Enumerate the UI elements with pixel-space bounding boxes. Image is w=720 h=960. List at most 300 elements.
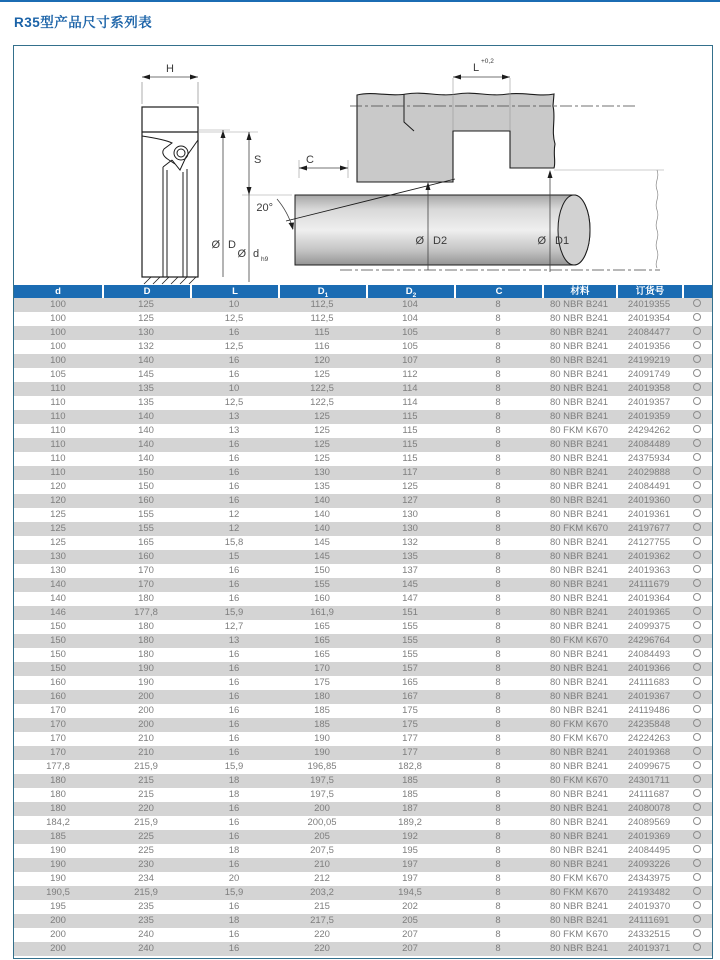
table-cell: 80 NBR B241 [549, 369, 609, 380]
table-cell: 8 [495, 495, 501, 506]
stock-indicator-icon [693, 383, 701, 391]
table-cell-indicator [682, 802, 712, 816]
table-cell: 24296764 [627, 635, 671, 646]
table-cell: 155 [402, 635, 418, 646]
column-header-D1: $D_1$ [278, 285, 366, 298]
table-cell: 8 [495, 383, 501, 394]
column-header-C: C [454, 285, 542, 298]
dim-label-d2: D2 [433, 235, 448, 247]
stock-indicator-icon [693, 299, 701, 307]
table-cell: 180 [50, 775, 66, 786]
table-cell: 215 [138, 775, 154, 786]
table-cell-indicator [682, 676, 712, 690]
table-row [14, 942, 712, 956]
table-cell: 16 [228, 691, 240, 702]
stock-indicator-icon [693, 467, 701, 475]
table-cell: 24235848 [627, 719, 671, 730]
column-header-D2: $D_2$ [366, 285, 454, 298]
dim-label-angle: 20° [256, 202, 273, 214]
table-cell: 185 [314, 705, 330, 716]
table-cell: 140 [314, 495, 330, 506]
table-cell: 190 [138, 677, 154, 688]
table-cell: 235 [138, 915, 154, 926]
table-cell: 120 [50, 481, 66, 492]
table-cell: 16 [228, 901, 240, 912]
table-cell: 110 [50, 383, 66, 394]
table-cell: 16 [228, 663, 240, 674]
table-cell: 24197677 [627, 523, 671, 534]
table-cell: 100 [50, 327, 66, 338]
table-cell: 170 [138, 565, 154, 576]
table-row [14, 844, 712, 858]
table-cell: 80 NBR B241 [549, 383, 609, 394]
stock-indicator-icon [693, 943, 701, 951]
table-cell: 177,8 [46, 761, 70, 772]
table-row [14, 620, 712, 634]
table-cell: 24111691 [628, 915, 670, 926]
table-cell: 24111687 [628, 789, 670, 800]
table-cell: 170 [50, 705, 66, 716]
table-row [14, 928, 712, 942]
table-cell: 8 [495, 467, 501, 478]
table-cell: 125 [314, 453, 330, 464]
stock-indicator-icon [693, 775, 701, 783]
table-cell: 112 [402, 369, 418, 380]
stock-indicator-icon [693, 551, 701, 559]
table-cell: 130 [50, 565, 66, 576]
table-cell: 16 [228, 565, 240, 576]
table-row [14, 704, 712, 718]
table-cell: 24019368 [627, 747, 671, 758]
table-cell: 132 [138, 341, 154, 352]
table-cell: 145 [314, 551, 330, 562]
table-cell: 16 [228, 733, 240, 744]
stock-indicator-icon [693, 313, 701, 321]
table-cell: 80 FKM K670 [549, 425, 609, 436]
table-cell: 16 [228, 929, 240, 940]
table-cell: 8 [495, 607, 501, 618]
column-header-L: L [190, 285, 278, 298]
table-cell: 8 [495, 621, 501, 632]
table-cell: 197,5 [310, 775, 334, 786]
table-cell: 16 [228, 831, 240, 842]
table-cell: 150 [138, 481, 154, 492]
table-cell: 180 [314, 691, 330, 702]
table-cell: 80 NBR B241 [549, 565, 609, 576]
table-cell: 16 [228, 817, 240, 828]
table-cell: 180 [138, 593, 154, 604]
table-cell: 110 [50, 411, 66, 422]
table-cell: 190,5 [46, 887, 70, 898]
table-cell-indicator [682, 634, 712, 648]
table-cell: 80 NBR B241 [549, 327, 609, 338]
table-cell: 80 NBR B241 [549, 313, 609, 324]
dim-label-d-outer: D [228, 239, 236, 251]
table-cell: 24019361 [627, 509, 671, 520]
table-cell: 24084491 [627, 481, 671, 492]
column-header-material: 材料 [542, 285, 616, 298]
stock-indicator-icon [693, 355, 701, 363]
table-cell: 170 [50, 733, 66, 744]
table-cell: 13 [228, 635, 240, 646]
table-cell: 8 [495, 327, 501, 338]
table-cell: 8 [495, 677, 501, 688]
table-cell: 16 [228, 803, 240, 814]
column-header-indicator [682, 285, 712, 298]
table-cell: 240 [138, 929, 154, 940]
table-cell: 114 [402, 383, 418, 394]
table-cell: 105 [50, 369, 66, 380]
table-cell: 8 [495, 761, 501, 772]
table-cell: 16 [228, 593, 240, 604]
stock-indicator-icon [693, 789, 701, 797]
table-cell: 80 NBR B241 [549, 579, 609, 590]
table-cell-indicator [682, 830, 712, 844]
table-cell: 80 NBR B241 [549, 607, 609, 618]
table-cell: 16 [228, 369, 240, 380]
housing-section [357, 93, 555, 182]
table-cell-indicator [682, 438, 712, 452]
table-cell: 16 [228, 355, 240, 366]
table-cell-indicator [682, 522, 712, 536]
table-cell: 180 [138, 621, 154, 632]
table-cell: 80 NBR B241 [549, 621, 609, 632]
table-cell: 16 [228, 747, 240, 758]
table-row [14, 676, 712, 690]
dim-label-c: C [306, 154, 314, 166]
table-cell: 24224263 [627, 733, 671, 744]
table-row [14, 886, 712, 900]
table-cell: 80 NBR B241 [549, 845, 609, 856]
table-cell: 140 [138, 411, 154, 422]
table-cell: 180 [138, 635, 154, 646]
shaft-cylinder [295, 195, 590, 265]
table-cell: 8 [495, 817, 501, 828]
table-cell: 24019359 [627, 411, 671, 422]
table-cell: 165 [314, 649, 330, 660]
table-cell: 190 [314, 733, 330, 744]
table-cell: 185 [50, 831, 66, 842]
dia-symbol: Ø [415, 235, 424, 247]
table-cell: 235 [138, 901, 154, 912]
table-cell: 125 [138, 313, 154, 324]
table-cell: 175 [402, 719, 418, 730]
table-cell-indicator [682, 648, 712, 662]
table-cell: 80 FKM K670 [549, 775, 609, 786]
table-cell-indicator [682, 732, 712, 746]
table-cell-indicator [682, 942, 712, 956]
break-line [656, 170, 658, 268]
table-cell: 16 [228, 467, 240, 478]
table-cell: 205 [314, 831, 330, 842]
table-cell: 8 [495, 509, 501, 520]
table-cell: 190 [50, 845, 66, 856]
table-cell-indicator [682, 928, 712, 942]
table-cell: 80 NBR B241 [549, 831, 609, 842]
table-row [14, 368, 712, 382]
table-cell: 16 [228, 677, 240, 688]
table-cell: 80 NBR B241 [549, 509, 609, 520]
table-cell: 8 [495, 593, 501, 604]
table-cell: 80 NBR B241 [549, 495, 609, 506]
table-cell: 24091749 [627, 369, 671, 380]
column-header-d: d [14, 285, 102, 298]
table-cell: 197,5 [310, 789, 334, 800]
table-cell: 189,2 [398, 817, 422, 828]
table-cell: 114 [402, 397, 418, 408]
table-row [14, 816, 712, 830]
table-cell: 12,5 [224, 313, 244, 324]
table-cell: 165 [402, 677, 418, 688]
table-row [14, 662, 712, 676]
table-cell: 151 [402, 607, 418, 618]
table-cell: 197 [402, 873, 418, 884]
table-cell: 125 [50, 523, 66, 534]
table-cell: 18 [228, 775, 240, 786]
dimensions-table [14, 285, 712, 956]
table-cell: 135 [402, 551, 418, 562]
stock-indicator-icon [693, 691, 701, 699]
table-cell: 217,5 [310, 915, 334, 926]
table-cell: 8 [495, 943, 501, 954]
table-cell: 125 [50, 509, 66, 520]
table-cell: 24019354 [627, 313, 671, 324]
table-cell-indicator [682, 788, 712, 802]
dim-dia-d [198, 130, 236, 277]
table-cell: 240 [138, 943, 154, 954]
table-cell: 80 NBR B241 [549, 943, 609, 954]
table-row [14, 802, 712, 816]
table-row [14, 592, 712, 606]
table-cell: 146 [50, 607, 66, 618]
table-cell: 125 [314, 439, 330, 450]
table-cell: 8 [495, 341, 501, 352]
table-cell: 180 [50, 803, 66, 814]
table-cell: 80 NBR B241 [549, 747, 609, 758]
table-cell: 80 NBR B241 [549, 677, 609, 688]
table-cell: 157 [402, 663, 418, 674]
table-cell: 115 [402, 453, 418, 464]
table-row [14, 298, 712, 312]
table-cell: 110 [50, 397, 66, 408]
table-cell: 80 NBR B241 [549, 691, 609, 702]
table-cell: 8 [495, 649, 501, 660]
table-cell: 80 NBR B241 [549, 817, 609, 828]
stock-indicator-icon [693, 663, 701, 671]
table-cell: 140 [314, 509, 330, 520]
table-row [14, 522, 712, 536]
stock-indicator-icon [693, 439, 701, 447]
table-cell: 170 [50, 719, 66, 730]
table-cell: 80 NBR B241 [549, 915, 609, 926]
table-cell: 24332515 [627, 929, 671, 940]
dim-h [142, 63, 198, 104]
table-cell: 24019358 [627, 383, 671, 394]
table-cell-indicator [682, 760, 712, 774]
stock-indicator-icon [693, 803, 701, 811]
stock-indicator-icon [693, 761, 701, 769]
table-cell: 8 [495, 789, 501, 800]
stock-indicator-icon [693, 369, 701, 377]
table-cell: 24099675 [627, 761, 671, 772]
table-row [14, 312, 712, 326]
table-cell: 160 [50, 677, 66, 688]
table-cell: 24019365 [627, 607, 671, 618]
table-cell: 125 [314, 369, 330, 380]
table-cell: 80 NBR B241 [549, 299, 609, 310]
table-row [14, 466, 712, 480]
table-cell: 120 [314, 355, 330, 366]
stock-indicator-icon [693, 705, 701, 713]
table-cell-indicator [682, 466, 712, 480]
table-cell: 80 NBR B241 [549, 439, 609, 450]
table-cell: 80 NBR B241 [549, 789, 609, 800]
table-cell-indicator [682, 746, 712, 760]
column-header-order-number: 订货号 [616, 285, 682, 298]
table-cell: 24019357 [627, 397, 671, 408]
table-cell: 220 [138, 803, 154, 814]
table-cell: 110 [50, 453, 66, 464]
table-cell: 177 [402, 747, 418, 758]
table-cell: 175 [314, 677, 330, 688]
table-row [14, 424, 712, 438]
dia-symbol: Ø [211, 239, 220, 251]
table-cell: 115 [402, 439, 418, 450]
table-cell: 112,5 [310, 313, 334, 324]
table-cell: 175 [402, 705, 418, 716]
table-cell: 24019356 [627, 341, 671, 352]
table-cell: 100 [50, 355, 66, 366]
table-cell-indicator [682, 872, 712, 886]
table-cell: 80 NBR B241 [549, 397, 609, 408]
table-cell: 8 [495, 523, 501, 534]
table-cell: 140 [50, 579, 66, 590]
table-cell: 150 [50, 621, 66, 632]
table-cell: 200,05 [307, 817, 337, 828]
table-cell: 200 [314, 803, 330, 814]
table-cell: 215,9 [134, 761, 158, 772]
table-cell: 10 [228, 299, 240, 310]
table-cell: 15,9 [224, 761, 244, 772]
content-panel [13, 45, 713, 959]
table-cell: 185 [402, 775, 418, 786]
table-cell: 24343975 [627, 873, 671, 884]
table-cell: 185 [402, 789, 418, 800]
table-cell: 161,9 [310, 607, 334, 618]
table-cell: 24019355 [627, 299, 671, 310]
table-cell: 8 [495, 551, 501, 562]
table-cell: 24119486 [628, 705, 670, 716]
table-cell: 207,5 [310, 845, 334, 856]
table-cell: 80 NBR B241 [549, 411, 609, 422]
table-row [14, 578, 712, 592]
table-cell: 8 [495, 663, 501, 674]
table-row [14, 718, 712, 732]
table-cell: 155 [314, 579, 330, 590]
table-cell: 12 [228, 509, 240, 520]
top-accent-line [0, 0, 720, 2]
table-cell: 24301711 [628, 775, 670, 786]
dim-label-l-tol: +0,2 [481, 58, 494, 65]
table-cell: 165 [314, 621, 330, 632]
table-body [14, 298, 712, 956]
stock-indicator-icon [693, 929, 701, 937]
stock-indicator-icon [693, 901, 701, 909]
table-cell: 160 [138, 495, 154, 506]
table-cell: 24084495 [627, 845, 671, 856]
table-cell: 207 [402, 929, 418, 940]
table-cell-indicator [682, 844, 712, 858]
table-cell: 182,8 [398, 761, 422, 772]
table-cell: 24019362 [627, 551, 671, 562]
table-cell: 125 [138, 299, 154, 310]
table-cell: 165 [314, 635, 330, 646]
table-cell: 150 [314, 565, 330, 576]
table-cell: 104 [402, 299, 418, 310]
dim-label-l: L [473, 62, 480, 74]
stock-indicator-icon [693, 425, 701, 433]
table-cell: 177 [402, 733, 418, 744]
dim-label-h: H [166, 63, 174, 75]
table-row [14, 746, 712, 760]
table-row [14, 606, 712, 620]
table-cell: 13 [228, 411, 240, 422]
table-row [14, 452, 712, 466]
stock-indicator-icon [693, 411, 701, 419]
stock-indicator-icon [693, 397, 701, 405]
column-header-D: D [102, 285, 190, 298]
table-cell: 24093226 [627, 859, 671, 870]
table-cell: 24019366 [627, 663, 671, 674]
table-cell: 145 [402, 579, 418, 590]
table-cell: 18 [228, 789, 240, 800]
table-cell: 80 FKM K670 [549, 719, 609, 730]
table-cell: 220 [314, 943, 330, 954]
table-row [14, 914, 712, 928]
table-cell: 225 [138, 845, 154, 856]
table-cell: 24084493 [627, 649, 671, 660]
table-cell: 200 [138, 691, 154, 702]
table-cell-indicator [682, 480, 712, 494]
table-cell: 8 [495, 705, 501, 716]
table-row [14, 508, 712, 522]
table-cell: 200 [50, 915, 66, 926]
dim-label-d1: D1 [555, 235, 570, 247]
table-cell: 190 [50, 873, 66, 884]
stock-indicator-icon [693, 341, 701, 349]
table-cell: 110 [50, 467, 66, 478]
table-cell: 105 [402, 341, 418, 352]
table-cell: 8 [495, 579, 501, 590]
table-cell: 196,85 [307, 761, 337, 772]
table-cell: 24111679 [628, 579, 670, 590]
table-cell: 20 [228, 873, 240, 884]
dim-label-s: S [254, 154, 262, 166]
table-cell: 155 [402, 621, 418, 632]
table-cell-indicator [682, 620, 712, 634]
table-cell: 107 [402, 355, 418, 366]
table-cell-indicator [682, 858, 712, 872]
table-cell: 8 [495, 453, 501, 464]
table-cell: 80 NBR B241 [549, 355, 609, 366]
table-row [14, 326, 712, 340]
table-cell-indicator [682, 536, 712, 550]
table-row [14, 494, 712, 508]
table-cell: 140 [138, 425, 154, 436]
table-cell-indicator [682, 662, 712, 676]
table-cell: 180 [50, 789, 66, 800]
table-cell: 80 FKM K670 [549, 523, 609, 534]
